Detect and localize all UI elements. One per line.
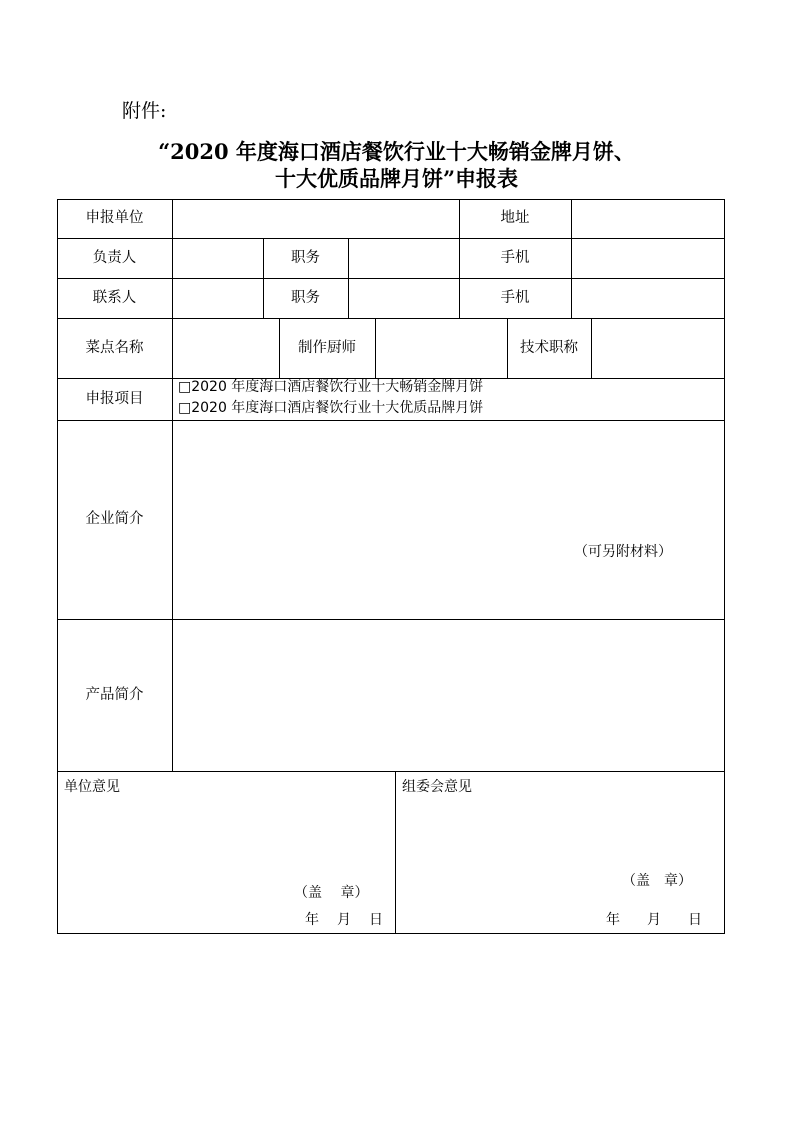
company-intro-label: 企业简介 [85,511,144,528]
manager-position-label: 职务 [291,249,320,266]
dish-name-input[interactable] [173,319,279,378]
dish-name-label: 菜点名称 [85,339,144,356]
address-label: 地址 [500,210,530,227]
manager-mobile-input[interactable] [572,239,724,278]
tech-title-input[interactable] [592,319,724,378]
unit-input[interactable] [173,200,459,238]
committee-opinion-label: 组委会意见 [402,779,472,795]
unit-label: 申报单位 [85,210,144,227]
product-intro-label: 产品简介 [85,686,144,703]
contact-position-input[interactable] [349,279,459,318]
contact-mobile-input[interactable] [572,279,724,318]
unit-date-year: 年 [305,912,319,928]
chef-label: 制作厨师 [298,339,356,356]
committee-date-year: 年 [606,912,620,928]
contact-position-label: 职务 [291,289,320,306]
committee-date-day: 日 [688,912,702,928]
committee-seal-text: （盖 章） [622,873,692,889]
manager-input[interactable] [173,239,263,278]
unit-seal-text: （盖 章） [294,885,369,901]
contact-label: 联系人 [92,289,137,306]
contact-mobile-label: 手机 [500,289,530,306]
manager-position-input[interactable] [349,239,459,278]
manager-mobile-label: 手机 [500,249,530,266]
address-input[interactable] [572,200,724,238]
table-border-right [724,199,725,934]
attachment-label: 附件: [122,100,167,122]
form-title-line-2: 十大优质品牌月饼”申报表 [274,166,519,191]
form-title-line-1: “2020 年度海口酒店餐饮行业十大畅销金牌月饼、 [158,139,635,164]
row-divider [57,771,725,772]
project-option-quality-brand[interactable]: □2020 年度海口酒店餐饮行业十大优质品牌月饼 [178,400,484,416]
project-label: 申报项目 [85,390,144,407]
product-intro-input[interactable] [173,620,724,771]
unit-date-day: 日 [369,912,383,928]
manager-label: 负责人 [92,249,137,266]
unit-opinion-label: 单位意见 [64,779,120,795]
tech-title-label: 技术职称 [520,339,578,356]
contact-input[interactable] [173,279,263,318]
project-option-gold-bestseller[interactable]: □2020 年度海口酒店餐饮行业十大畅销金牌月饼 [178,379,484,395]
committee-date-month: 月 [647,912,661,928]
table-border-bottom [57,933,725,934]
opinion-divider [395,771,396,933]
company-intro-input[interactable] [173,421,724,619]
unit-date-month: 月 [337,912,351,928]
chef-input[interactable] [376,319,507,378]
company-intro-note: （可另附材料） [574,544,672,560]
